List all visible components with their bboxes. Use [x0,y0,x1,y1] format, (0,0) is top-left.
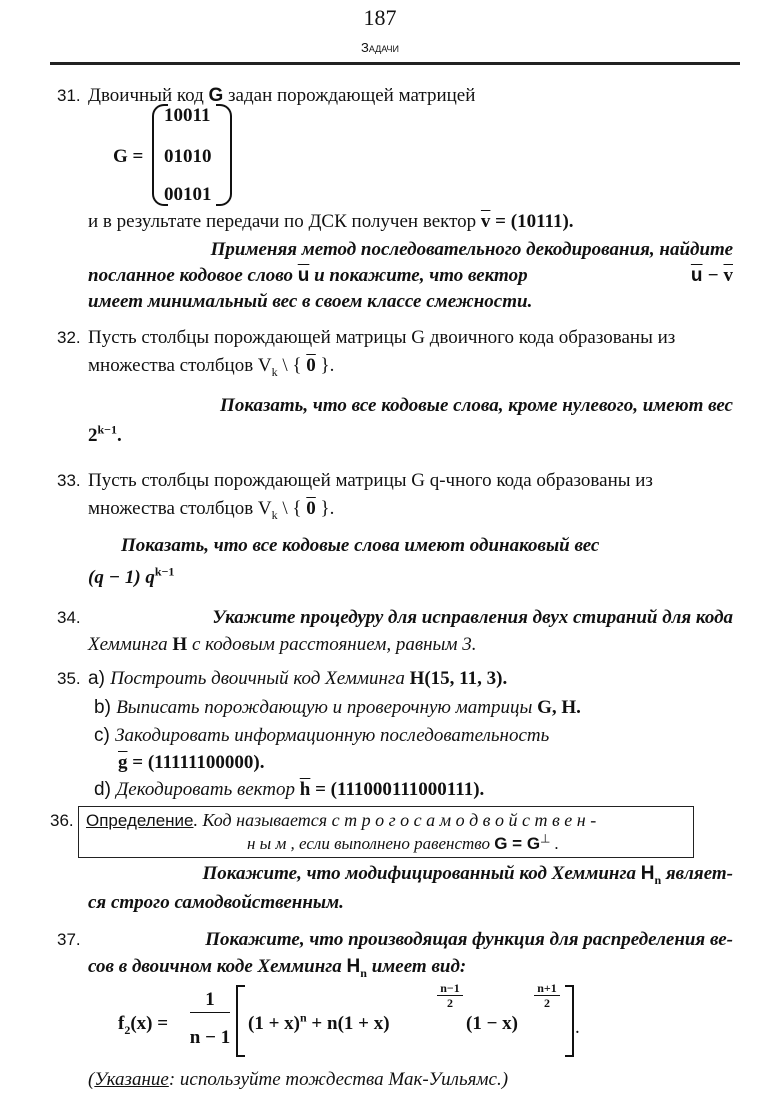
section-title: Задачи [360,40,400,55]
task-line: сов в двоичном коде Хемминга $H_n$ имеет вид: [88,956,467,980]
problem-number: 33. [57,471,81,490]
formula-term: (1 − x) [466,1013,518,1034]
definition-line: Определение. Код называется с т р о г о с а м о д в о й с т в е н - [86,810,597,830]
problem-number: 32. [57,328,81,347]
task-line: Показать, что все кодовые слова имеют одинаковый вес [121,535,600,556]
task-line: Покажите, что модифицированный код Хемминга $H_n$ являет- [202,863,733,887]
task-line: Применяя метод последовательного декодирования, найдите [210,239,733,260]
task-line: посланное кодовое слово $\overline{u}$ и покажите, что вектор $\overline{u} - \overline{v}$ [88,265,733,286]
formula-term: $(1 + x)^n + n(1 + x)$ [248,1010,390,1034]
definition-line: н ы м , если выполнено равенство G = G⊥ . [247,831,559,853]
matrix-right-paren [216,104,232,206]
text-line: Двоичный код G задан порождающей матрицей [88,85,476,106]
matrix-row: 01010 [164,146,212,167]
text-line: множества столбцов $V_k$ \ { 0 }. [88,498,335,522]
task-line: Покажите, что производящая функция для распределения ве- [205,929,733,950]
matrix-row: 10011 [164,105,211,126]
fraction-denominator: n − 1 [189,1027,231,1048]
text-line: множества столбцов $V_k$ \ { 0 }. [88,355,335,379]
task-line: ся строго самодвойственным. [88,892,344,913]
header-rule [50,62,740,65]
subtask-b: b) Выписать порождающую и проверочную матрицы G, H. [94,697,581,718]
left-bracket [236,985,245,1057]
subtask-d: d) Декодировать вектор $\overline{h} = (111000111000111)$. [94,779,485,800]
subtask-c-vector: $\overline{g} = (11111100000)$. [118,752,265,773]
problem-number: 36. [50,811,74,830]
matrix-label: G = [113,146,144,167]
task-line: имеет минимальный вес в своем классе смежности. [88,291,533,312]
problem-number: 34. [57,608,81,627]
task-line: (q − 1) $q^{k-1}$ [88,564,175,588]
task-line: Укажите процедуру для исправления двух стираний для кода [212,607,733,628]
exponent-numerator: n−1 [437,981,463,996]
task-line: Показать, что все кодовые слова, кроме нулевого, имеют вес [220,395,733,416]
subtask-c: c) Закодировать информационную последовательность [94,725,550,746]
exponent-denominator: 2 [447,996,453,1010]
hint: (Указание: используйте тождества Мак-Уильямс.) [88,1069,509,1090]
problem-number: 35. [57,669,81,688]
subtask-a: a) Построить двоичный код Хемминга H(15, 11, 3). [88,668,508,689]
page-number: 187 [363,5,397,30]
exponent-numerator: n+1 [534,981,560,996]
text-line: Пусть столбцы порождающей матрицы G q-чного кода образованы из [88,470,653,491]
formula-lhs: $f_2(x)$ = [118,1013,169,1037]
problem-number: 37. [57,930,81,949]
text-line: Пусть столбцы порождающей матрицы G двоичного кода образованы из [88,327,676,348]
task-line: $2^{k-1}$. [88,422,122,446]
problem-number: 31. [57,86,81,105]
text-line: и в результате передачи по ДСК получен вектор $\overline{v} = (10111)$. [88,211,574,232]
exponent-denominator: 2 [544,996,550,1010]
fraction-numerator: 1 [190,988,230,1013]
right-bracket [565,985,574,1057]
matrix-row: 00101 [164,184,212,205]
task-line: Хемминга H с кодовым расстоянием, равным 3. [88,634,477,655]
formula-end: . [575,1017,580,1038]
